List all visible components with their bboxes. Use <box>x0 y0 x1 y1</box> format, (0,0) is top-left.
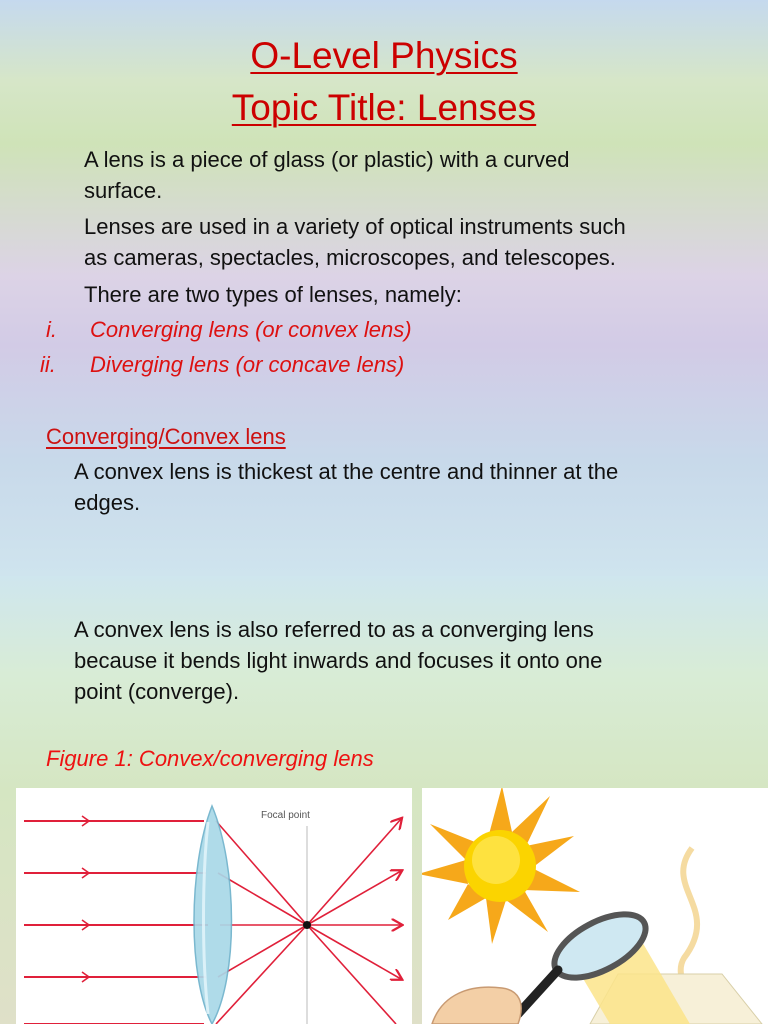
bullet-3-line-1: There are two types of lenses, namely: <box>84 282 462 307</box>
focal-point-label: Focal point <box>261 810 310 821</box>
slide2-bullet-line-3: point (converge). <box>74 679 240 704</box>
hand-icon <box>432 987 521 1024</box>
sun-icon <box>422 788 580 944</box>
bullet-1-line-2: surface. <box>84 178 163 203</box>
title-line-2: Topic Title: Lenses <box>231 87 537 128</box>
incident-rays <box>24 821 208 1024</box>
slide-2 <box>0 576 768 1024</box>
slide2-bullet-line-1: A convex lens is also referred to as a converging lens <box>74 617 594 642</box>
type-1-text: Converging lens (or convex lens) <box>90 317 412 342</box>
bullet-2-line-1: Lenses are used in a variety of optical instruments such <box>84 214 626 239</box>
title-line-1: O-Level Physics <box>250 35 518 76</box>
sun-magnifier-panel <box>422 788 768 1024</box>
section-heading: Converging/Convex lens <box>46 424 286 449</box>
convex-bullet-line-2: edges. <box>74 490 141 515</box>
slide2-bullet-line-2: because it bends light inwards and focuses it onto one <box>74 648 603 673</box>
focal-point-dot <box>303 921 311 929</box>
bullet-1-line-1: A lens is a piece of glass (or plastic) with a curved <box>84 147 570 172</box>
sun-magnifier-illustration <box>422 788 768 1024</box>
figure-caption: Figure 1: Convex/converging lens <box>46 746 374 771</box>
ray-diagram <box>16 788 412 1024</box>
ray-arrows <box>82 816 89 982</box>
ray-diagram-panel <box>16 788 412 1024</box>
type-1-marker: i. <box>46 317 57 342</box>
type-2-marker: ii. <box>40 352 56 377</box>
type-2-text: Diverging lens (or concave lens) <box>90 352 405 377</box>
convex-bullet-line-1: A convex lens is thickest at the centre and thinner at the <box>74 459 619 484</box>
convex-lens-shape <box>194 806 232 1024</box>
bullet-2-line-2: as cameras, spectacles, microscopes, and telescopes. <box>84 245 616 270</box>
